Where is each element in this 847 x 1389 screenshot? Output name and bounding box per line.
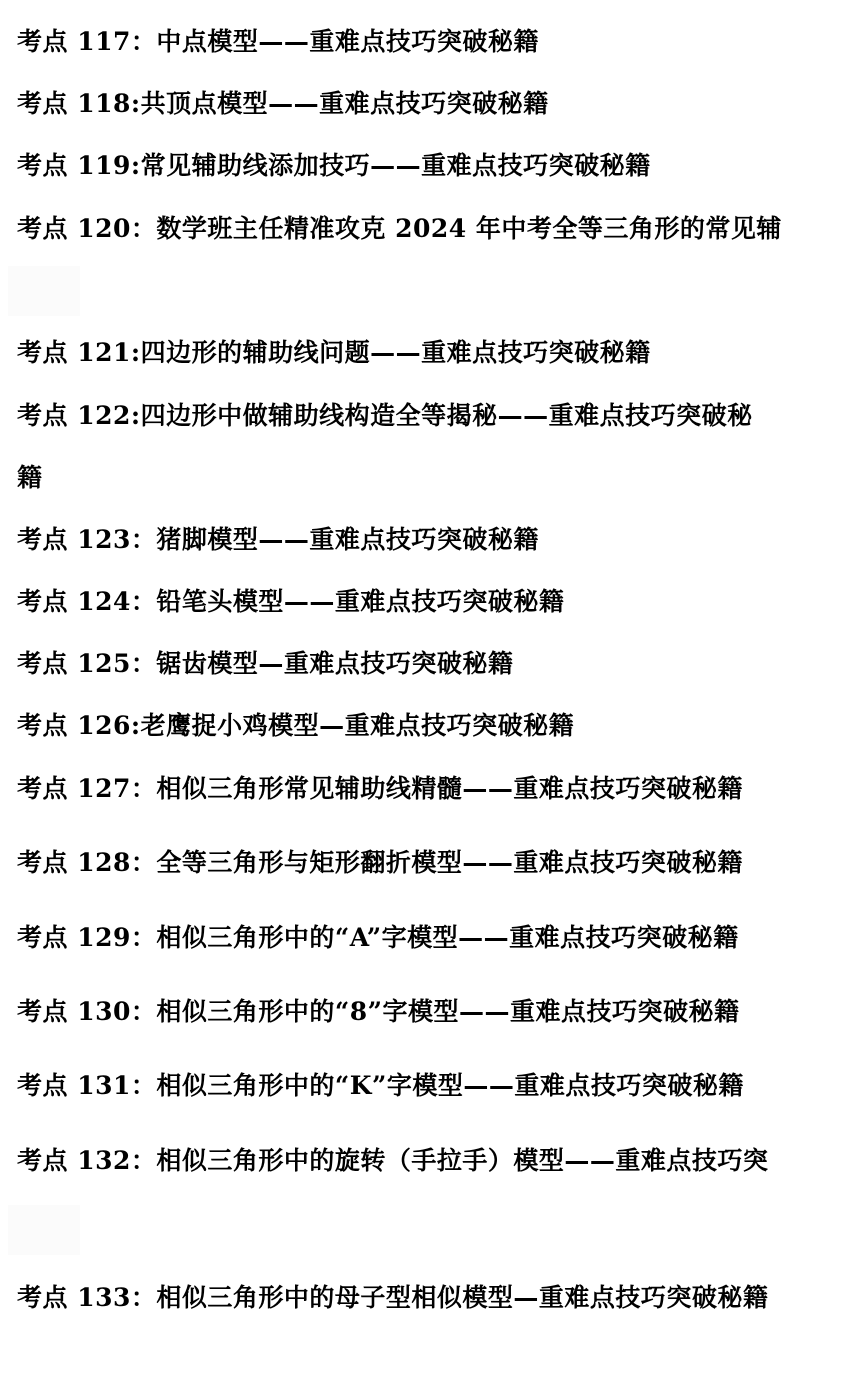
toc-item-125: 考点 125：锯齿模型—重难点技巧突破秘籍 [17,649,514,678]
toc-item-123: 考点 123：猪脚模型——重难点技巧突破秘籍 [17,525,539,554]
toc-item-117: 考点 117：中点模型——重难点技巧突破秘籍 [17,27,539,56]
toc-item-124: 考点 124：铅笔头模型——重难点技巧突破秘籍 [17,587,565,616]
toc-item-133: 考点 133：相似三角形中的母子型相似模型—重难点技巧突破秘籍 [17,1283,769,1312]
toc-item-126: 考点 126:老鹰捉小鸡模型—重难点技巧突破秘籍 [17,711,575,740]
toc-item-127: 考点 127：相似三角形常见辅助线精髓——重难点技巧突破秘籍 [17,774,743,803]
toc-item-131: 考点 131：相似三角形中的“K”字模型——重难点技巧突破秘籍 [17,1071,744,1100]
toc-item-118: 考点 118:共顶点模型——重难点技巧突破秘籍 [17,89,549,118]
toc-item-132: 考点 132：相似三角形中的旋转（手拉手）模型——重难点技巧突 [17,1146,769,1175]
toc-item-120: 考点 120：数学班主任精准攻克 2024 年中考全等三角形的常见辅 [17,214,782,243]
toc-item-119: 考点 119:常见辅助线添加技巧——重难点技巧突破秘籍 [17,151,651,180]
toc-item-129: 考点 129：相似三角形中的“A”字模型——重难点技巧突破秘籍 [17,923,739,952]
toc-item-128: 考点 128：全等三角形与矩形翻折模型——重难点技巧突破秘籍 [17,848,743,877]
toc-item-130: 考点 130：相似三角形中的“8”字模型——重难点技巧突破秘籍 [17,997,740,1026]
blank-region [8,1205,80,1255]
toc-item-122-continuation: 籍 [17,463,43,492]
toc-item-122: 考点 122:四边形中做辅助线构造全等揭秘——重难点技巧突破秘 [17,401,753,430]
toc-item-121: 考点 121:四边形的辅助线问题——重难点技巧突破秘籍 [17,338,651,367]
blank-region [8,266,80,316]
